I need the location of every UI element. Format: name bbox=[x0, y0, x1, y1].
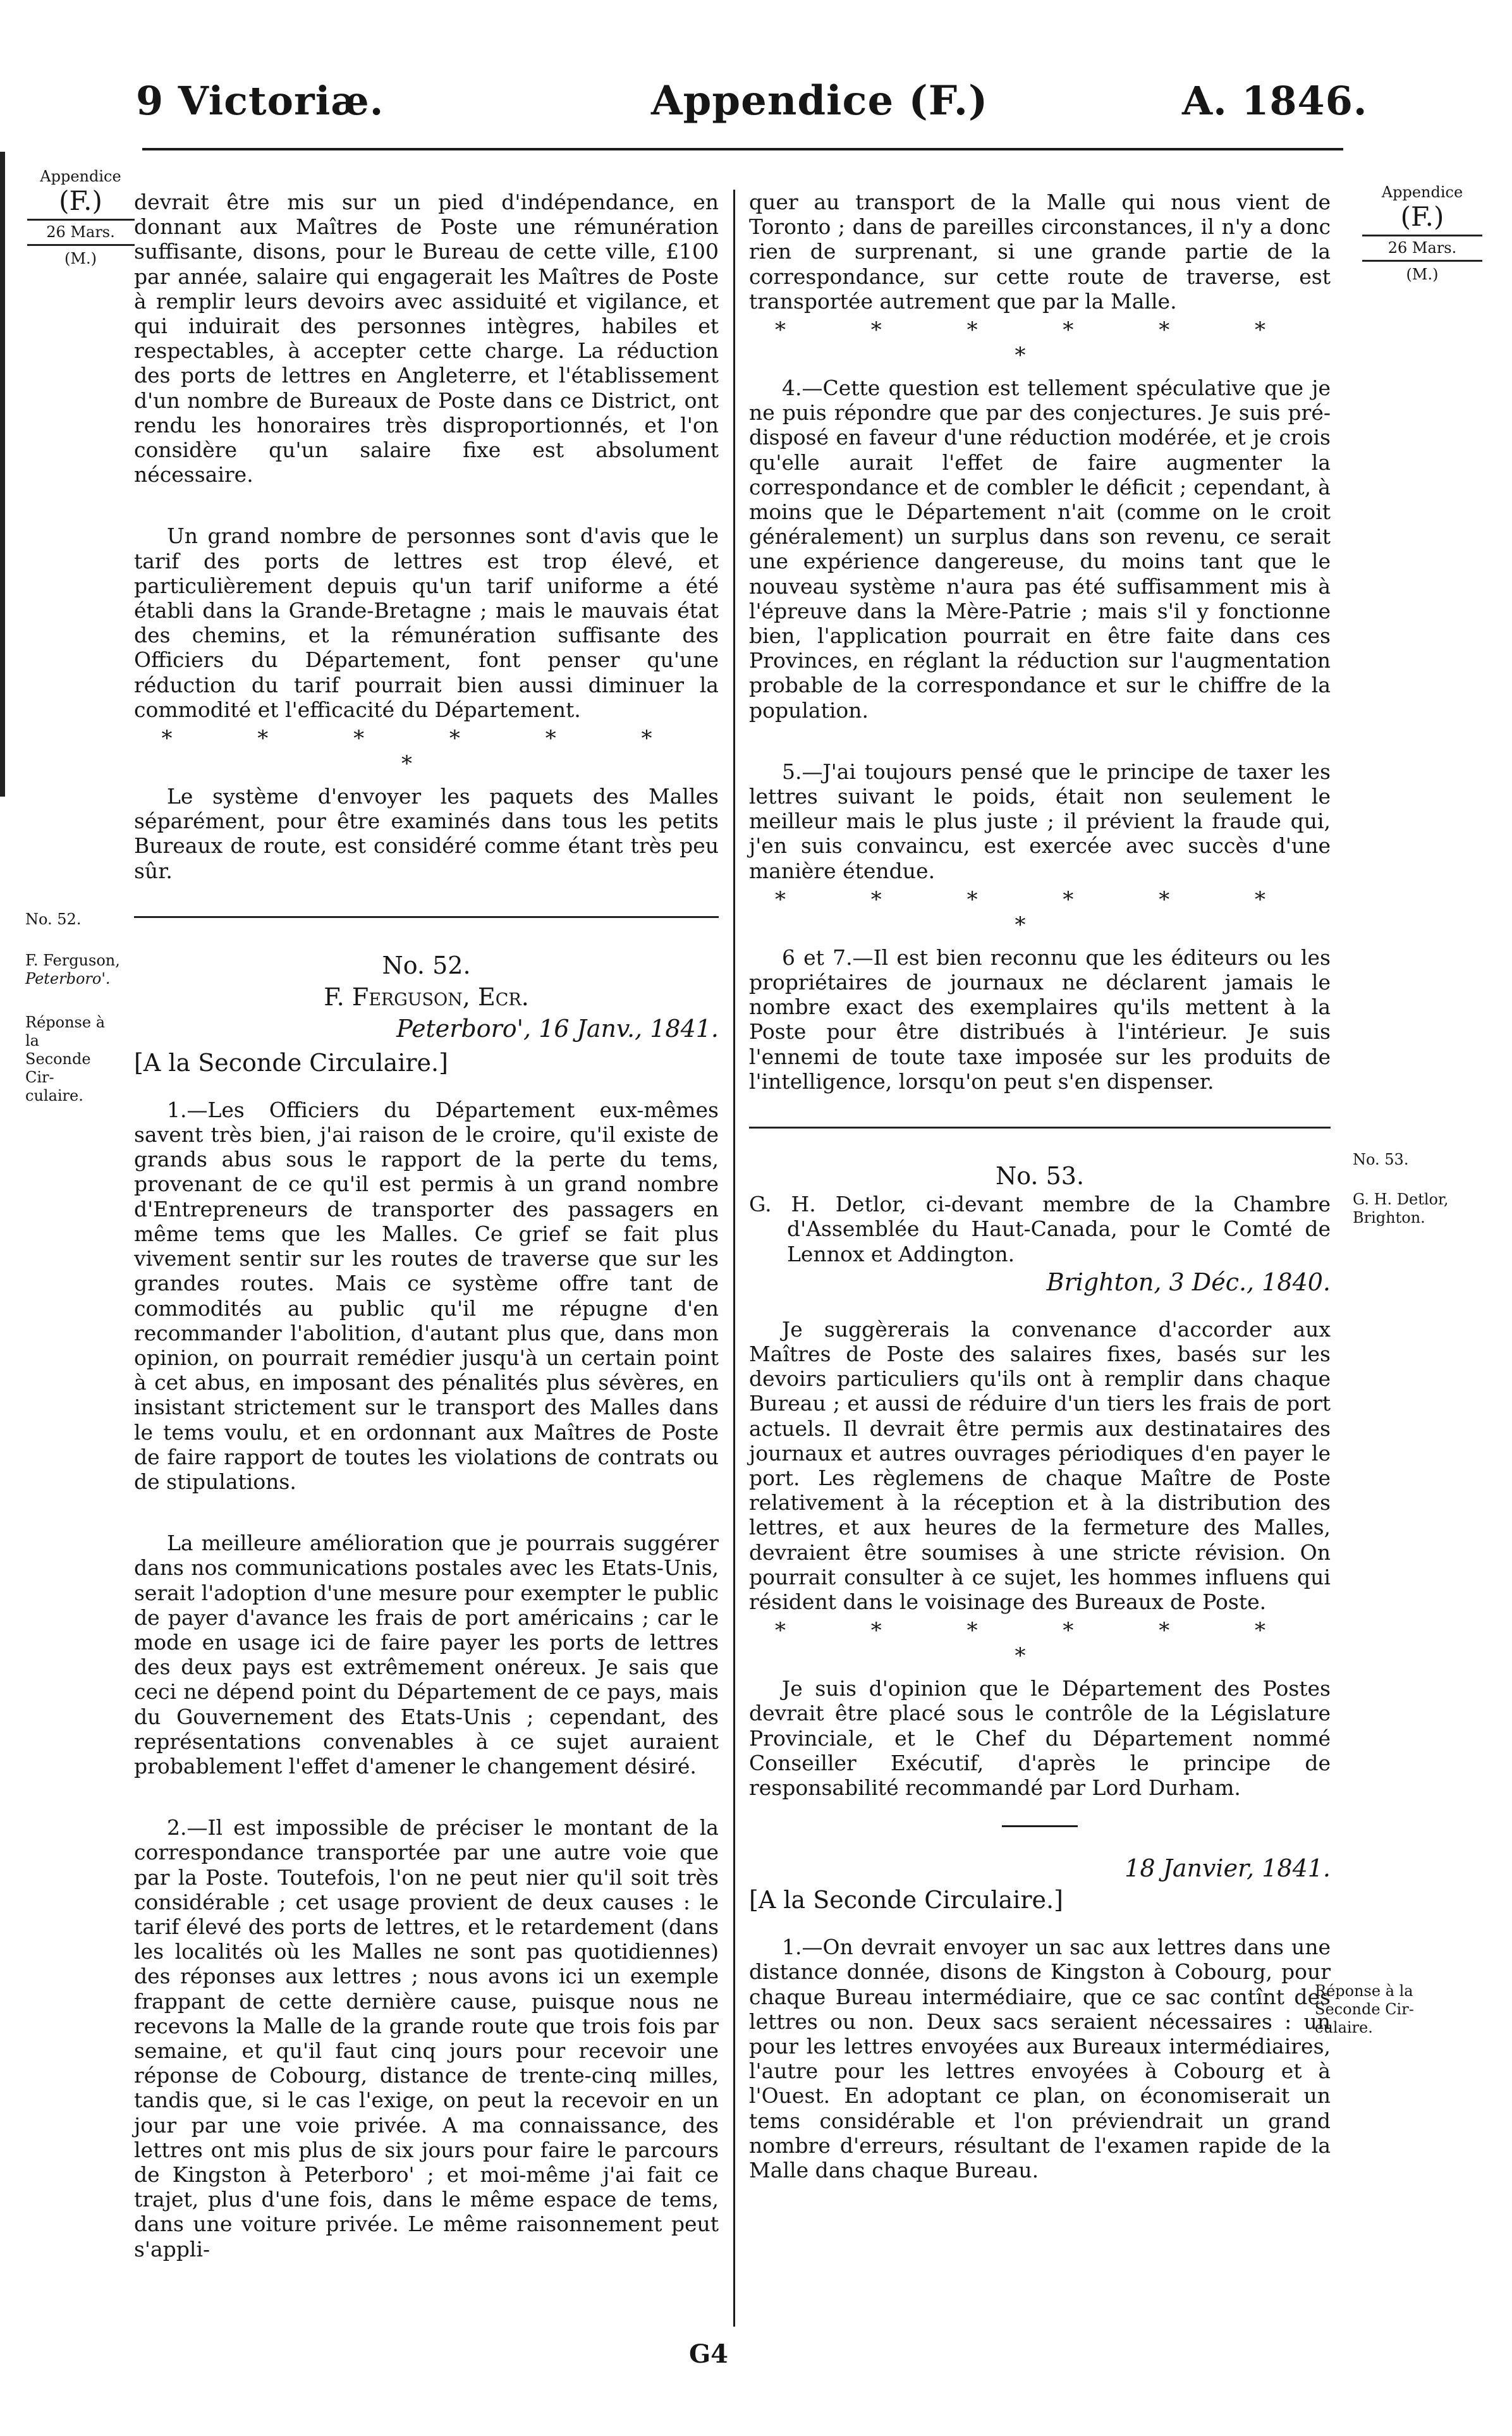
right-circulaire: [A la Seconde Circulaire.] bbox=[749, 1886, 1063, 1914]
left-para-1: devrait être mis sur un pied d'indépendance, en donnant aux Maîtres de Poste une rémunération suffisante, disons, pour le Bureau de cette ville, £100 par année, salaire qui engagerait les Maîtres de Poste à remplir leurs devoirs avec assiduité et vigilance, et qui induirait des personnes intègres, habiles et respectables, à accepter cette charge. La réduction des ports de lettres en Angleterre, et l'établissement d'un nombre de Bureaux de Poste dans ce District, ont rendu les honoraires très disproportionnés, et l'on considère qu'un salaire fixe est absolument nécessaire. bbox=[134, 190, 719, 487]
column-divider bbox=[733, 190, 735, 2327]
margin-f-r: (F.) bbox=[1400, 201, 1444, 232]
left-section-rule bbox=[134, 916, 719, 918]
left-para-6: 2.—Il est impossible de préciser le montant de la correspondance transportée par une autre voie que par la Poste. Toutefois, l'on ne peut nier qu'il soit très considérable ; cet usage provient de deux causes : le tarif élevé des ports de lettres, et le retardement (dans les localités où les Malles ne sont pas quotidiennes) des réponses aux lettres ; nous avons ici un exemple frappant de cette dernière cause, puisque nous ne recevons la Malle de la grande route que trois fois par semaine, et qu'il faut cinq jours pour recevoir une réponse de Cobourg, distance de trente-cinq milles, tandis que, si le cas l'exige, on peut la recevoir en un jour par une voie privée. A ma connaissance, des lettres ont mis plus de six jours pour faire le parcours de Kingston à Peterboro' ; et moi-même j'ai fait ce trajet, plus d'une fois, dans le même espace de tems, dans une voiture privée. Le même raisonnement peut s'appli- bbox=[134, 1815, 719, 2262]
no52-place-date: Peterboro', 16 Janv., 1841. bbox=[396, 1014, 719, 1043]
margin-right-reponse bbox=[1315, 1982, 1460, 2037]
signature-mark: G4 bbox=[689, 2339, 728, 2369]
no53-heading: No. 53. bbox=[995, 1162, 1085, 1190]
margin-f: (F.) bbox=[59, 185, 102, 216]
left-stars: * * * * * * * bbox=[161, 726, 692, 777]
right-para-5: Je suggèrerais la convenance d'accorder aux Maîtres de Poste des salaires fixes, basés sur les devoirs particuliers qu'ils ont à remplir dans chaque Bureau ; et aussi de réduire d'un tiers les frais de port actuels. Il devrait être permis aux destinataires des journaux et autres ouvrages périodiques d'en payer le port. Les règlemens de chaque Maître de Poste relativement à la réception et à la distribution des lettres, et aux heures de la fermeture des Malles, devraient être soumises à une stricte révision. On pourrait consulter à ce sujet, les hommes influens qui résident dans le voisinage des Bureaux de Poste. bbox=[749, 1316, 1331, 1614]
running-head-left: 9 Victoriæ. bbox=[136, 78, 384, 124]
margin-peterboro: Peterboro'. bbox=[25, 970, 111, 988]
margin-reponse-r-3: culaire. bbox=[1315, 2019, 1373, 2036]
left-para-4: 1.—Les Officiers du Département eux-mêmes savent très bien, j'ai raison de le croire, qu'il existe de grands abus sous le rapport de la perte du tems, provenant de ce qu'il est permis à un grand nombre d'Entrepreneurs de transporter des passagers en même tems que les Malles. Ce grief se fait plus vivement sentir sur les routes de traverse que sur les grandes routes. Mais ce système offre tant de commodités au public qu'il me répugne d'en recommander l'abolition, d'autant plus que, dans mon opinion, on pourrait remédier jusqu'à un certain point à cet abus, en imposant des pénalités plus sévères, en insistant strictement sur le transport des Malles dans le tems voulu, et en ordonnant aux Maîtres de Poste de faire rapport de toutes les violations de contrats ou de stipulations. bbox=[134, 1097, 719, 1494]
no52-author: F. Ferguson, Ecr. bbox=[324, 982, 529, 1011]
running-head-center: Appendice (F.) bbox=[651, 77, 989, 125]
date-18-janvier: 18 Janvier, 1841. bbox=[1125, 1854, 1331, 1883]
margin-no52: No. 52. bbox=[25, 910, 82, 928]
right-short-rule bbox=[1002, 1825, 1078, 1827]
margin-left-no52 bbox=[25, 910, 120, 1105]
no52-circulaire: [A la Seconde Circulaire.] bbox=[134, 1048, 448, 1077]
no52-heading: No. 52. bbox=[382, 951, 471, 979]
margin-m-r: (M.) bbox=[1406, 266, 1439, 283]
right-section-rule bbox=[749, 1127, 1331, 1129]
left-column bbox=[134, 190, 719, 2262]
margin-ferguson: F. Ferguson, bbox=[25, 952, 120, 969]
header-rule bbox=[142, 148, 1343, 150]
margin-right-note bbox=[1359, 183, 1485, 284]
no53-place-date: Brighton, 3 Déc., 1840. bbox=[1046, 1268, 1331, 1296]
right-stars-1: * * * * * * * bbox=[774, 317, 1305, 369]
no53-author: G. H. Detlor, ci-devant membre de la Chambre d'Assemblée du Haut-Canada, pour le Comté de Lennox et Addington. bbox=[749, 1192, 1331, 1266]
right-para-3: 5.—J'ai toujours pensé que le principe de taxer les lettres suivant le poids, était non seulement le meilleur mais le plus juste ; il prévient la fraude qui, j'en suis convaincu, est exercée avec succès d'une manière étendue. bbox=[749, 759, 1331, 883]
margin-reponse-2: Seconde Cir- bbox=[25, 1050, 91, 1086]
margin-detlor-1: G. H. Detlor, bbox=[1353, 1190, 1449, 1208]
margin-reponse-1: Réponse à la bbox=[25, 1013, 105, 1050]
margin-m: (M.) bbox=[64, 250, 97, 267]
right-para-1: quer au transport de la Malle qui nous vient de Toronto ; dans de pareilles circonstances, il n'y a donc rien de surprenant, si une grande partie de la correspondance, sur cette route de traverse, est transportée autrement que par la Malle. bbox=[749, 190, 1331, 314]
right-para-2: 4.—Cette question est tellement spéculative que je ne puis répondre que par des conjectures. Je suis pré-disposé en faveur d'une réduction modérée, et je crois qu'elle aurait l'effet de faire augmenter la correspondance et de combler le déficit ; cependant, à moins que le Département n'ait (comme on le croit généralement) un surplus dans son revenu, ce serait une expérience dangereuse, du moins tant que le nouveau système n'aura pas été suffisamment mis à l'épreuve dans la Mère-Patrie ; mais s'il y fonctionne bien, l'application pourrait en être faite dans ces Provinces, en réglant la réduction sur l'augmentation probable de la correspondance et sur le chiffre de la population. bbox=[749, 376, 1331, 723]
binding-edge bbox=[0, 152, 5, 797]
margin-reponse-3: culaire. bbox=[25, 1087, 83, 1105]
margin-reponse-r-1: Réponse à la bbox=[1315, 1982, 1413, 2000]
right-para-7: 1.—On devrait envoyer un sac aux lettres dans une distance donnée, disons de Kingston à Cobourg, pour chaque Bureau intermédiaire, que ce sac contînt des lettres ou non. Deux sacs seraient nécessaires : un pour les lettres envoyées aux Bureaux intermédiaires, l'autre pour les lettres envoyées à Cobourg et à l'Ouest. En adoptant ce plan, on économiserait un tems considérable et l'on préviendrait un grand nombre d'erreurs, résultant de l'examen rapide de la Malle dans chaque Bureau. bbox=[749, 1935, 1331, 2182]
margin-reponse-r-2: Seconde Cir- bbox=[1315, 2000, 1414, 2018]
right-stars-2: * * * * * * * bbox=[774, 886, 1305, 938]
margin-right-no53 bbox=[1353, 1151, 1485, 1227]
margin-appendice-r: Appendice bbox=[1381, 183, 1463, 201]
left-para-5: La meilleure amélioration que je pourrais suggérer dans nos communications postales avec les Etats-Unis, serait l'adoption d'une mesure pour exempter le public de payer d'avance les frais de port américains ; car le mode en usage ici de faire payer les ports de lettres des deux pays est extrêmement onéreux. Je sais que ceci ne dépend point du Département de ce pays, mais du Gouvernement des Etats-Unis ; cependant, des représentations convenables à ce sujet auraient probablement l'effet d'amener le changement désiré. bbox=[134, 1531, 719, 1778]
right-para-6: Je suis d'opinion que le Département des Postes devrait être placé sous le contrôle de la Législature Provinciale, et le Chef du Département nommé Conseiller Exécutif, d'après le principe de responsabilité recommandé par Lord Durham. bbox=[749, 1676, 1331, 1800]
margin-no53: No. 53. bbox=[1353, 1151, 1409, 1168]
right-stars-3: * * * * * * * bbox=[774, 1618, 1305, 1669]
right-para-4: 6 et 7.—Il est bien reconnu que les éditeurs ou les propriétaires de journaux ne déclarent jamais le nombre exact des exemplaires qu'ils mettent à la Poste pour être distribués à l'intérieur. Je suis l'ennemi de toute taxe imposée sur les produits de l'intelligence, lorsqu'on peut s'en dispenser. bbox=[749, 945, 1331, 1094]
margin-date: 26 Mars. bbox=[46, 223, 115, 241]
margin-date-r: 26 Mars. bbox=[1387, 239, 1457, 257]
margin-appendice: Appendice bbox=[40, 168, 121, 185]
running-head-right: A. 1846. bbox=[1182, 78, 1368, 124]
left-para-3: Le système d'envoyer les paquets des Malles séparément, pour être examinés dans tous les petits Bureaux de route, est considéré comme étant très peu sûr. bbox=[134, 784, 719, 883]
right-column bbox=[749, 190, 1331, 2182]
margin-detlor-2: Brighton. bbox=[1353, 1209, 1425, 1227]
left-para-2: Un grand nombre de personnes sont d'avis que le tarif des ports de lettres est trop élevé, et particulièrement depuis qu'un tarif uniforme a été établi dans la Grande-Bretagne ; mais le mauvais état des chemins, et la rémunération suffisante des Officiers du Département, font penser qu'une réduction du tarif pourrait bien aussi diminuer la commodité et l'efficacité du Département. bbox=[134, 523, 719, 722]
margin-left-note bbox=[25, 168, 136, 268]
